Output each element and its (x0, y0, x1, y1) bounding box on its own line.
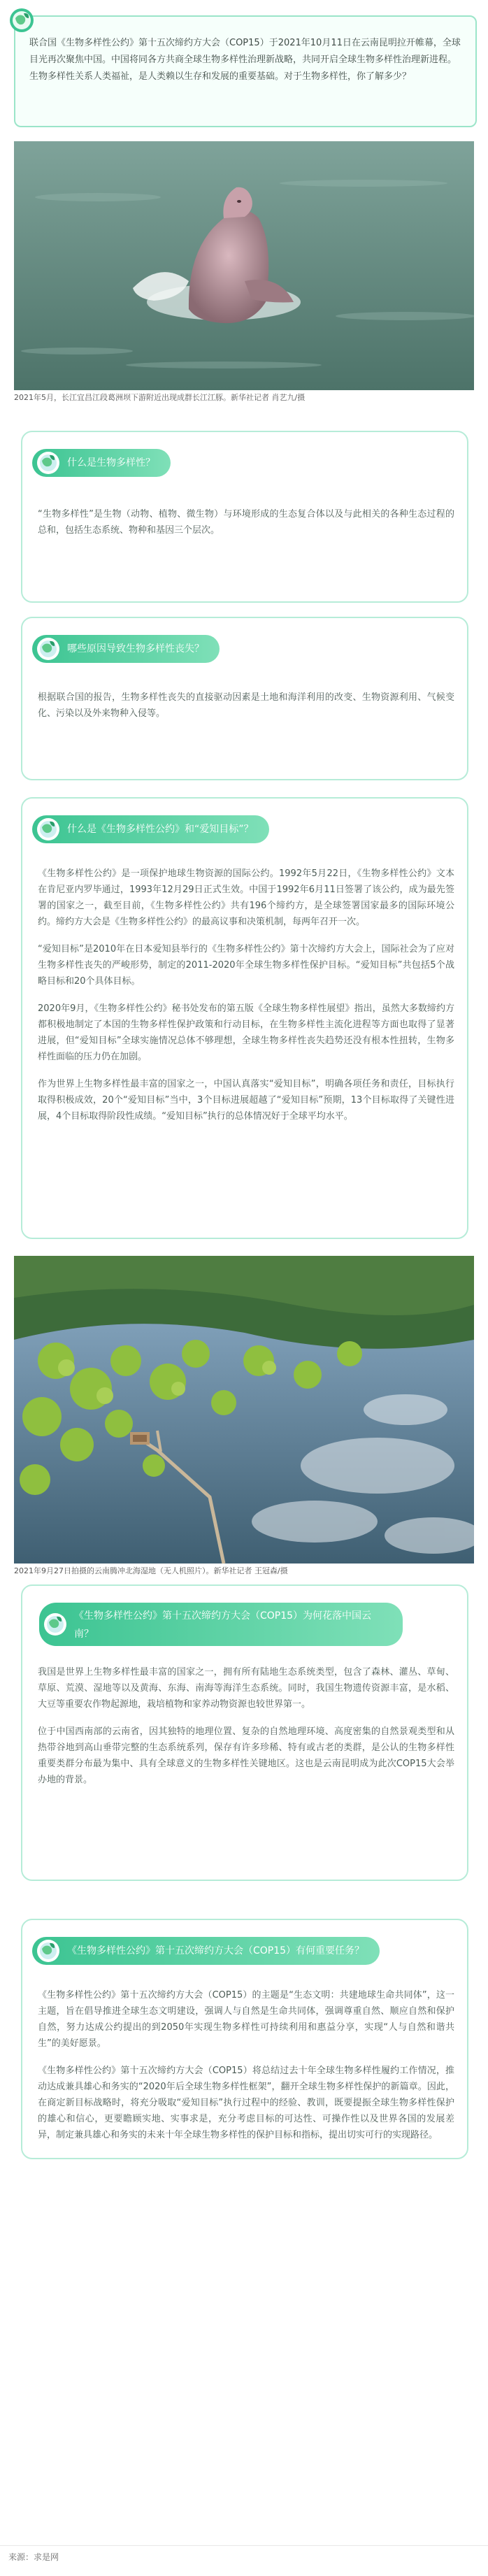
section-paragraph: “爱知目标”是2010年在日本爱知县举行的《生物多样性公约》第十次缔约方大会上，国际社会为了应对生物多样性丧失的严峻形势，制定的2011-2020年全球生物多样性保护目标。“爱知目标”共包括5个战略目标和20个具体目标。 (38, 944, 454, 987)
globe-icon (36, 1939, 60, 1963)
section-loss-causes (21, 617, 468, 780)
section-convention-aichi (21, 797, 468, 1239)
section-paragraph: 位于中国西南部的云南省，因其独特的地理位置、复杂的自然地理环境、高度密集的自然景观类型和从热带谷地到高山垂带完整的生态系统系列，保存有许多珍稀、特有或古老的类群，是公认的生物多样性重要类群分布最为集中、具有全球意义的生物多样性关键地区。这也是云南昆明成为此次COP15大会举办地的背景。 (38, 1726, 454, 1785)
intro-box (14, 15, 477, 127)
section-title-pill (32, 635, 220, 663)
section-body (38, 689, 454, 733)
section-title: 什么是《生物多样性公约》和“爱知目标”？ (67, 824, 254, 835)
section-body (38, 1664, 454, 1799)
globe-icon (36, 637, 60, 661)
section-title: 哪些原因导致生物多样性丧失？ (67, 643, 204, 654)
section-why-yunnan (21, 1584, 468, 1881)
section-paragraph: 作为世界上生物多样性最丰富的国家之一，中国认真落实“爱知目标”，明确各项任务和责任，目标执行取得积极成效，20个“爱知目标”当中，3个目标进展超越了“爱知目标”预期，13个目标取得了关键性进展，4个目标取得阶段性成绩。“爱知目标”执行的总体情况好于全球平均水平。 (38, 1079, 454, 1122)
globe-icon (43, 1612, 67, 1636)
globe-icon (36, 451, 60, 475)
source-label: 来源：求是网 (8, 2552, 59, 2562)
section-body (38, 866, 454, 1136)
river-dolphin-image (14, 141, 474, 390)
globe-leaf-icon (8, 7, 35, 34)
photo1-caption: 2021年5月，长江宜昌江段葛洲坝下游附近出现成群长江江豚。新华社记者 肖艺九/摄 (14, 393, 306, 402)
section-cop15-tasks (21, 1919, 468, 2159)
section-paragraph: 根据联合国的报告，生物多样性丧失的直接驱动因素是土地和海洋利用的改变、生物资源利用、气候变化、污染以及外来物种入侵等。 (38, 692, 454, 719)
section-title-pill (32, 815, 269, 843)
section-body (38, 506, 454, 550)
section-paragraph: 《生物多样性公约》第十五次缔约方大会（COP15）的主题是“生态文明：共建地球生命共同体”，这一主题，旨在倡导推进全球生态文明建设，强调人与自然是生命共同体，强调尊重自然、顺应自然和保护自然，努力达成公约提出的到2050年实现生物多样性可持续利用和惠益分享，实现“人与自然和谐共生”的美好愿景。 (38, 1990, 454, 2049)
photo2-caption: 2021年9月27日拍摄的云南腾冲北海湿地（无人机照片）。新华社记者 王冠森/摄 (14, 1566, 288, 1575)
section-title-pill (39, 1603, 403, 1646)
section-title-pill (32, 449, 171, 477)
section-paragraph: 《生物多样性公约》是一项保护地球生物资源的国际公约。1992年5月22日，《生物多样性公约》文本在肯尼亚内罗毕通过，1993年12月29日正式生效。中国于1992年6月11日签署了该公约，成为最先签署的国家之一，截至目前，《生物多样性公约》共有196个缔约方，是全球签署国家最多的国际环境公约。缔约方大会是《生物多样性公约》的最高议事和决策机制，每两年召开一次。 (38, 868, 454, 927)
wetland-image (14, 1256, 474, 1564)
section-paragraph: 《生物多样性公约》第十五次缔约方大会（COP15）将总结过去十年全球生物多样性履约工作情况，推动达成兼具雄心和务实的“2020年后全球生物多样性框架”，翻开全球生物多样性保护的新篇章。因此，在商定新目标战略时，将充分吸取“爱知目标”执行过程中的经验、教训，既要提振全球生物多样性保护的雄心和信心，更要瞻顾实地、实事求是，充分考虑目标的可达性、可操作性以及世界各国的发展差异，制定兼具雄心和务实的未来十年全球生物多样性的保护目标和指标，提出切实可行的实现路径。 (38, 2066, 454, 2140)
river-dolphin-photo (14, 141, 474, 390)
globe-icon (36, 817, 60, 841)
wetland-photo (14, 1256, 474, 1564)
intro-text: 联合国《生物多样性公约》第十五次缔约方大会（COP15）于2021年10月11日在云南昆明拉开帷幕，全球目光再次聚焦中国。中国将同各方共商全球生物多样性治理新战略，共同开启全球生物多样性治理新进程。生物多样性关系人类福祉，是人类赖以生存和发展的重要基础。对于生物多样性，你了解多少？ (29, 38, 461, 82)
section-what-is-biodiversity (21, 431, 468, 603)
footer-divider (0, 2545, 488, 2546)
intro-card (8, 6, 480, 131)
section-title-pill (32, 1937, 380, 1965)
section-title: 什么是生物多样性？ (67, 457, 155, 468)
section-title: 《生物多样性公约》第十五次缔约方大会（COP15）有何重要任务？ (67, 1945, 365, 1956)
section-title: 《生物多样性公约》第十五次缔约方大会（COP15）为何花落中国云南？ (74, 1610, 372, 1640)
section-body (38, 1987, 454, 2154)
section-paragraph: 我国是世界上生物多样性最丰富的国家之一，拥有所有陆地生态系统类型，包含了森林、灌丛、草甸、草原、荒漠、湿地等以及黄海、东海、南海等海洋生态系统。同时，我国生物遗传资源丰富，是水稻、大豆等重要农作物起源地，栽培植物和家养动物资源也较世界第一。 (38, 1667, 454, 1710)
section-paragraph: “生物多样性”是生物（动物、植物、微生物）与环境形成的生态复合体以及与此相关的各种生态过程的总和，包括生态系统、物种和基因三个层次。 (38, 509, 454, 536)
section-paragraph: 2020年9月，《生物多样性公约》秘书处发布的第五版《全球生物多样性展望》指出，虽然大多数缔约方都积极地制定了本国的生物多样性保护政策和行动目标，在生物多样性主流化进程等方面也取得了显著进展，但“爱知目标”全球实施情况总体不够理想，全球生物多样性丧失趋势还没有根本性扭转，生物多样性面临的压力仍在加剧。 (38, 1003, 454, 1062)
